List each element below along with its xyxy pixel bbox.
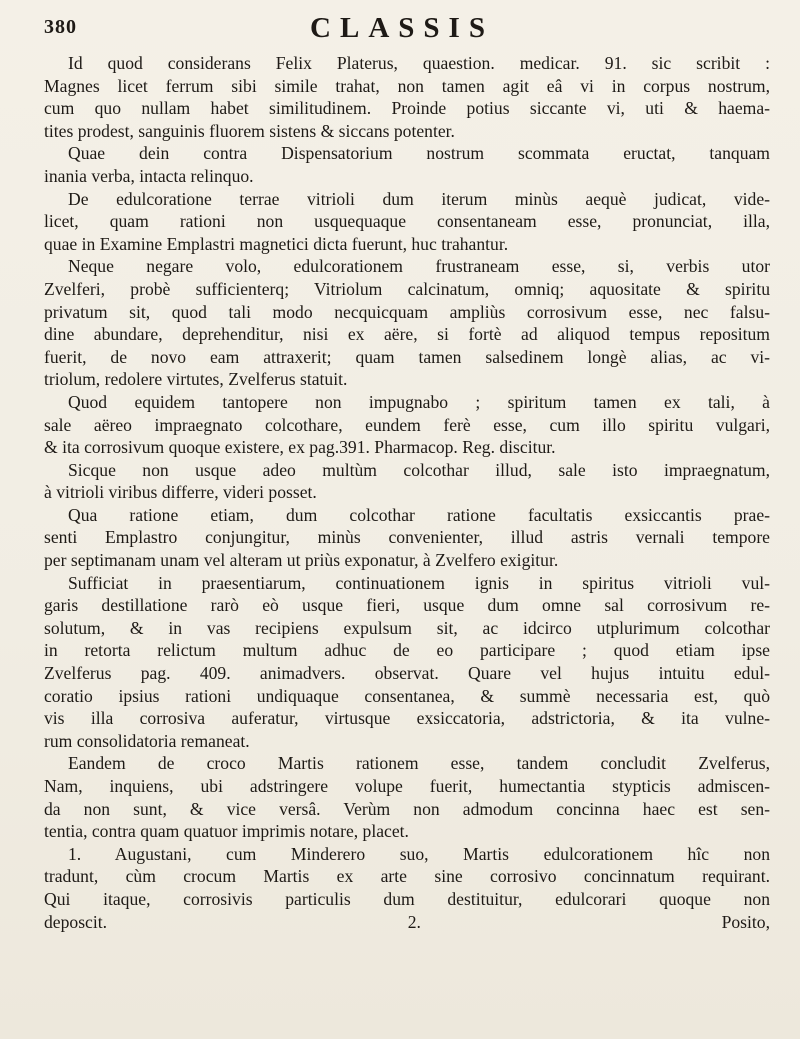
text-line: licet, quam rationi non usquequaque consentaneam esse, pronunciat, illa, xyxy=(44,211,770,232)
text-line: Neque negare volo, edulcorationem frustraneam esse, si, verbis utor xyxy=(68,256,770,277)
text-line: senti Emplastro conjungitur, minùs convenienter, illud astris vernali tempore xyxy=(44,527,770,548)
text-line: inania verba, intacta relinquo. xyxy=(44,165,254,186)
text-line: & ita corrosivum quoque existere, ex pag.391. Pharmacop. Reg. discitur. xyxy=(44,437,556,458)
text-line: in retorta relictum multum adhuc de eo participare ; quod etiam ipse xyxy=(44,640,770,661)
page-number: 380 xyxy=(44,16,77,38)
text-line: coratio ipsius rationi undiquaque consentanea, & summè necessaria est, quò xyxy=(44,685,770,706)
text-line: triolum, redolere virtutes, Zvelferus statuit. xyxy=(44,369,348,390)
text-line: Nam, inquiens, ubi adstringere volupe fuerit, humectantia stypticis admiscen- xyxy=(44,776,770,796)
text-line: rum consolidatoria remaneat. xyxy=(44,730,250,751)
text-line: deposcit. 2. Posito, xyxy=(44,911,770,932)
text-line: De edulcoratione terrae vitrioli dum iterum minùs aequè judicat, vide- xyxy=(68,188,770,209)
text-line: 1. Augustani, cum Minderero suo, Martis edulcorationem hîc non xyxy=(68,843,770,864)
text-line: tradunt, cùm crocum Martis ex arte sine corrosivo concinnatum requirant. xyxy=(44,866,770,887)
body-text xyxy=(44,52,770,933)
text-line: à vitrioli viribus differre, videri posset. xyxy=(44,482,317,503)
text-line: Quae dein contra Dispensatorium nostrum scommata eructat, tanquam xyxy=(68,143,770,164)
page-header xyxy=(44,10,760,46)
text-line: privatum sit, quod tali modo necquicquam ampliùs corrosivum esse, nec falsu- xyxy=(44,301,770,322)
text-line: Quod equidem tantopere non impugnabo ; spiritum tamen ex tali, à xyxy=(68,391,770,412)
text-line: Qui itaque, corrosivis particulis dum destituitur, edulcorari quoque non xyxy=(44,888,770,909)
text-line: tites prodest, sanguinis fluorem sistens & siccans potenter. xyxy=(44,120,455,141)
text-line: Id quod considerans Felix Platerus, quaestion. medicar. 91. sic scribit : xyxy=(68,53,770,73)
text-line: solutum, & in vas recipiens expulsum sit, ac idcirco utplurimum colcothar xyxy=(44,617,770,638)
text-line: tentia, contra quam quatuor imprimis notare, placet. xyxy=(44,821,409,842)
text-line: sale aëreo impraegnato colcothare, eundem ferè esse, cum illo spiritu vulgari, xyxy=(44,414,770,435)
text-line: Sicque non usque adeo multùm colcothar illud, sale isto impraegnatum, xyxy=(68,459,770,480)
running-head: CLASSIS xyxy=(310,12,494,44)
text-line: Qua ratione etiam, dum colcothar ratione facultatis exsiccantis prae- xyxy=(68,504,770,525)
text-line: Zvelferus pag. 409. animadvers. observat. Quare vel hujus intuitu edul- xyxy=(44,663,770,684)
text-line: cum quo nullam habet similitudinem. Proinde potius siccante vi, uti & haema- xyxy=(44,98,770,119)
text-line: garis destillatione rarò eò usque fieri, usque dum omne sal corrosivum re- xyxy=(44,595,770,616)
text-line: Magnes licet ferrum sibi simile trahat, non tamen agit eâ vi in corpus nostrum, xyxy=(44,75,770,96)
text-line: quae in Examine Emplastri magnetici dicta fuerunt, huc trahantur. xyxy=(44,233,509,254)
text-line: Zvelferi, probè sufficienterq; Vitriolum calcinatum, omniq; aquositate & spiritu xyxy=(44,278,770,299)
text-line: Eandem de croco Martis rationem esse, tandem concludit Zvelferus, xyxy=(68,753,770,774)
text-line: vis illa corrosiva auferatur, virtusque exsiccatoria, adstrictoria, & ita vulne- xyxy=(44,708,770,729)
text-line: dine abundare, deprehenditur, nisi ex aëre, si fortè ad aliquod tempus repositum xyxy=(44,324,770,345)
text-line: per septimanam unam vel alteram ut priùs exponatur, à Zvelfero exigitur. xyxy=(44,550,559,571)
text-line: fuerit, de novo eam attraxerit; quam tamen salsedinem longè alias, ac vi- xyxy=(44,346,770,367)
text-line: Sufficiat in praesentiarum, continuationem ignis in spiritus vitrioli vul- xyxy=(68,572,770,593)
text-line: da non sunt, & vice versâ. Verùm non admodum concinna haec est sen- xyxy=(44,798,770,819)
